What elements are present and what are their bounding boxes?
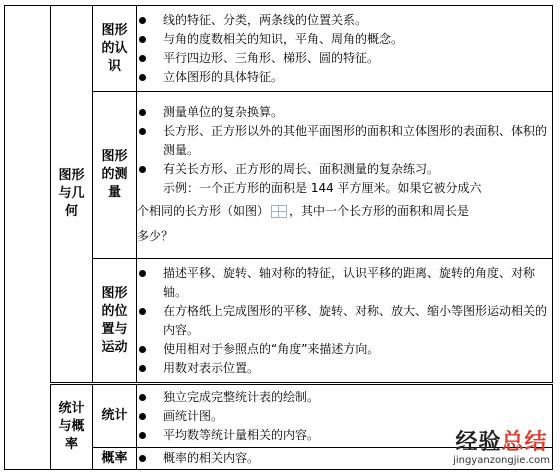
subcategory-motion-label: 图形的位置与运动 [101,285,128,355]
bullet-icon [139,413,146,420]
category-geometry-label: 图形与几何 [58,168,85,219]
list-item: 概率的相关内容。 [137,449,552,468]
content-measurement [137,92,553,259]
example-line-3: 多少？ [137,228,174,243]
blank-column [5,6,51,470]
list-item: 平行四边形、三角形、梯形、圆的特征。 [137,49,552,68]
bullet-icon [139,455,146,462]
subcategory-probability-label: 概率 [101,450,128,466]
list-item: 使用相对于参照点的“角度”来描述方向。 [137,340,552,359]
subcategory-recognition-label: 图形的认识 [101,22,128,74]
category-statistics [51,384,93,470]
watermark-title: 经验总结 [455,430,548,455]
bullet-icon [139,55,146,62]
bullet-icon [139,74,146,81]
list-item: 平均数等统计量相关的内容。 [137,426,552,445]
bullet-icon [139,308,146,315]
subcategory-probability [93,448,137,470]
category-geometry [51,6,93,384]
list-item: 长方形、正方形以外的其他平面图形的面积和立体图形的表面积、体积的测量。 [137,122,552,160]
list-item: 描述平移、旋转、轴对称的特征，认识平移的距离、旋转的角度、对称轴。 [137,264,552,302]
bullet-icon [139,17,146,24]
bullet-icon [139,36,146,43]
watermark [453,431,550,467]
list-item: 有关长方形、正方形的周长、面积测量的复杂练习。 [137,160,552,179]
watermark-url: jingyanzongjie.com [453,455,550,466]
bullet-icon [139,432,146,439]
subcategory-measurement [93,92,137,259]
list-item: 测量单位的复杂换算。 [137,103,552,122]
bullet-icon [139,109,146,116]
subcategory-recognition [93,6,137,92]
bullet-icon [139,394,146,401]
subcategory-measurement-label: 图形的测量 [101,149,128,200]
bullet-icon [139,166,146,173]
subcategory-statistics [93,384,137,448]
list-item: 立体图形的具体特征。 [137,68,552,87]
example-line-2: 个相同的长方形（如图） ，其中一个长方形的面积和周长是 [137,203,470,218]
content-motion [137,259,553,384]
list-item: 在方格纸上完成图形的平移、旋转、对称、放大、缩小等图形运动相关的内容。 [137,302,552,340]
bullet-icon [139,270,146,277]
bullet-icon [139,128,146,135]
rectangle-grid-icon [271,205,287,218]
curriculum-table [4,5,553,470]
list-item: 线的特征、分类，两条线的位置关系。 [137,11,552,30]
row-recognition [5,6,553,92]
bullet-icon [139,346,146,353]
list-item: 用数对表示位置。 [137,359,552,378]
list-item: 与角的度数相关的知识，平角、周角的概念。 [137,30,552,49]
content-recognition [137,6,553,92]
list-item: 画统计图。 [137,407,552,426]
example-line-1: 示例：一个正方形的面积是 144 平方厘米。如果它被分成六 [163,180,482,195]
subcategory-statistics-label: 统计 [101,408,128,423]
subcategory-motion [93,259,137,384]
category-statistics-label: 统计与概率 [58,401,85,452]
bullet-icon [139,365,146,372]
list-item: 独立完成完整统计表的绘制。 [137,388,552,407]
